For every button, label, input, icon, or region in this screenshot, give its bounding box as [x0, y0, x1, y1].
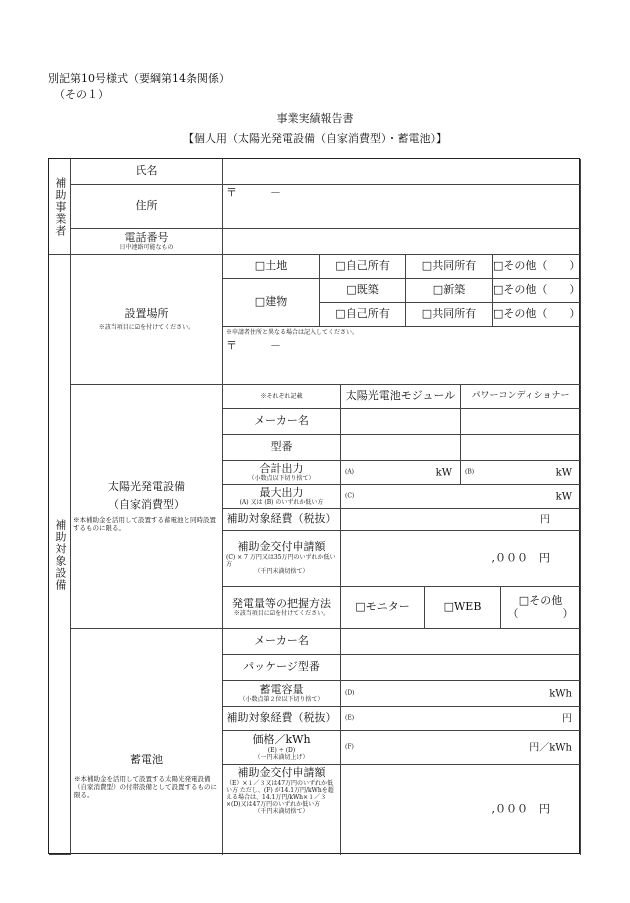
capacity-note: （小数点第２位以下切り捨て）	[239, 696, 324, 704]
building-shared-checkbox[interactable]: □共同所有	[406, 303, 493, 327]
measure-note: ※該当項目に☑を付けてください。	[233, 610, 330, 618]
package-model-label: パッケージ型番	[223, 655, 341, 681]
total-output-label-cell	[223, 461, 341, 485]
measure-other-blank: （ ）	[507, 606, 574, 620]
battery-grant-label: 補助金交付申請額	[237, 766, 326, 779]
solar-label-2: （自家消費型）	[108, 498, 185, 512]
battery-label: 蓄電池	[130, 753, 163, 767]
report-form	[48, 158, 580, 854]
solar-grant-label-cell	[223, 531, 341, 587]
battery-grant-note-2: （千円未満切捨て）	[254, 808, 309, 816]
solar-model-label: 型番	[223, 435, 341, 461]
measure-label-cell	[223, 587, 341, 629]
solar-grant-value: ,０００ 円	[491, 551, 550, 565]
capacity-input[interactable]	[341, 681, 581, 707]
name-input[interactable]	[223, 159, 581, 185]
solar-grant-label: 補助金交付申請額	[237, 540, 326, 554]
battery-grant-value: ,０００ 円	[491, 802, 550, 816]
applicant-section-label: 補助事業者	[49, 159, 71, 255]
pcs-maker-input[interactable]	[461, 409, 581, 435]
pcs-output-input[interactable]	[461, 461, 581, 485]
package-model-input[interactable]	[341, 655, 581, 681]
price-note-2: （一円未満切上げ）	[254, 753, 309, 761]
solar-cost-unit: 円	[540, 513, 550, 525]
solar-label-cell	[71, 385, 223, 629]
land-other-checkbox[interactable]: □その他（ ）	[493, 255, 581, 279]
building-other-checkbox-1[interactable]: □その他（ ）	[493, 279, 581, 303]
phone-note: 日中連絡可能なもの	[119, 244, 174, 252]
battery-cost-label: 補助対象経費（税抜）	[223, 707, 341, 731]
site-label-cell	[71, 255, 223, 385]
battery-grant-input[interactable]	[341, 765, 581, 855]
address-postal-prefix: 〒 －	[226, 186, 281, 199]
address-label: 住所	[71, 185, 223, 229]
solar-grant-note-2: （千円未満切捨て）	[254, 568, 309, 576]
mark-e: (E)	[345, 714, 355, 722]
max-output-label: 最大出力	[259, 485, 304, 499]
max-output-note: (A) 又は (B) のいずれか低い方	[239, 499, 324, 507]
max-output-unit: kW	[555, 490, 572, 502]
land-checkbox[interactable]: □土地	[223, 255, 320, 279]
address-input[interactable]	[223, 185, 581, 229]
solar-maker-label: メーカー名	[223, 409, 341, 435]
phone-label-cell	[71, 229, 223, 255]
pcs-header: パワーコンディショナー	[461, 385, 581, 409]
mark-a: (A)	[345, 468, 355, 476]
max-output-label-cell	[223, 485, 341, 509]
existing-checkbox[interactable]: □既築	[320, 279, 406, 303]
total-output-label: 合計出力	[259, 461, 304, 475]
mark-c: (C)	[345, 492, 355, 500]
battery-note: ※本補助金を活用して設置する太陽光発電設備（自家消費型）の付帯設備として設置するものに限る。	[74, 775, 217, 800]
name-label: 氏名	[71, 159, 223, 185]
site-postal-prefix: 〒 －	[226, 339, 281, 353]
site-address-note: ※申請者住所と異なる場合は記入してください。	[226, 329, 359, 336]
solar-label: 太陽光発電設備	[108, 479, 185, 493]
site-label: 設置場所	[124, 306, 169, 320]
building-other-checkbox-2[interactable]: □その他（ ）	[493, 303, 581, 327]
battery-cost-unit: 円	[562, 712, 572, 724]
price-note: (E) ÷ (D)	[267, 746, 296, 754]
document-subtitle: 【個人用（太陽光発電設備（自家消費型）・蓄電池）】	[183, 132, 447, 145]
max-output-input[interactable]	[341, 485, 581, 509]
phone-input[interactable]	[223, 229, 581, 255]
each-note: ※それぞれ記載	[223, 385, 341, 409]
battery-grant-note: （E）×１／３又は47万円のいずれか低い方 ただし、(F) が14.1万円/kWhを超える場合は、14.1万円/kWh×１／３×(D)又は47万円のいずれか低い方	[226, 779, 334, 809]
land-own-checkbox[interactable]: □自己所有	[320, 255, 406, 279]
battery-maker-label: メーカー名	[223, 629, 341, 655]
mark-b: (B)	[465, 468, 475, 476]
module-header: 太陽光電池モジュール	[341, 385, 461, 409]
solar-grant-input[interactable]	[341, 531, 581, 587]
measure-other-checkbox[interactable]	[501, 587, 581, 629]
pcs-model-input[interactable]	[461, 435, 581, 461]
solar-cost-input[interactable]	[341, 509, 581, 531]
form-number: 別記第10号様式（要綱第14条関係）	[48, 72, 230, 85]
price-unit: 円／kWh	[529, 741, 572, 753]
module-maker-input[interactable]	[341, 409, 461, 435]
mark-f: (F)	[345, 743, 354, 751]
phone-label: 電話番号	[124, 230, 169, 244]
site-address-input[interactable]	[223, 327, 581, 385]
page-number: （その１）	[54, 88, 109, 101]
battery-label-cell	[71, 629, 223, 855]
new-checkbox[interactable]: □新築	[406, 279, 493, 303]
equipment-section-label: 補助対象設備	[49, 255, 71, 855]
capacity-label-cell	[223, 681, 341, 707]
solar-cost-label: 補助対象経費（税抜）	[223, 509, 341, 531]
price-input[interactable]	[341, 731, 581, 765]
price-label-cell	[223, 731, 341, 765]
solar-note: ※本補助金を活用して設置する蓄電池と同時設置するものに限る。	[73, 516, 216, 533]
document-title: 事業実績報告書	[276, 112, 354, 125]
mark-d: (D)	[345, 689, 355, 697]
price-label: 価格／kWh	[252, 732, 311, 746]
pcs-output-unit: kW	[555, 466, 572, 478]
measure-label: 発電量等の把握方法	[232, 596, 331, 610]
module-output-unit: kW	[435, 466, 452, 478]
solar-grant-note: (C) × 7 万円又は35万円のいずれか低い方	[226, 554, 336, 569]
building-own-checkbox[interactable]: □自己所有	[320, 303, 406, 327]
battery-grant-label-cell	[223, 765, 341, 855]
battery-cost-input[interactable]	[341, 707, 581, 731]
measure-other-label: □その他	[518, 593, 563, 607]
monitor-checkbox[interactable]: □モニター	[341, 587, 425, 629]
land-shared-checkbox[interactable]: □共同所有	[406, 255, 493, 279]
web-checkbox[interactable]: □WEB	[425, 587, 501, 629]
building-checkbox[interactable]: □建物	[223, 279, 320, 327]
capacity-label: 蓄電容量	[259, 682, 304, 696]
module-output-input[interactable]	[341, 461, 461, 485]
module-model-input[interactable]	[341, 435, 461, 461]
battery-maker-input[interactable]	[341, 629, 581, 655]
site-note: ※該当項目に☑を付けてください。	[98, 324, 195, 332]
total-output-note: （小数点以下切り捨て）	[248, 475, 315, 483]
capacity-unit: kWh	[549, 687, 572, 699]
